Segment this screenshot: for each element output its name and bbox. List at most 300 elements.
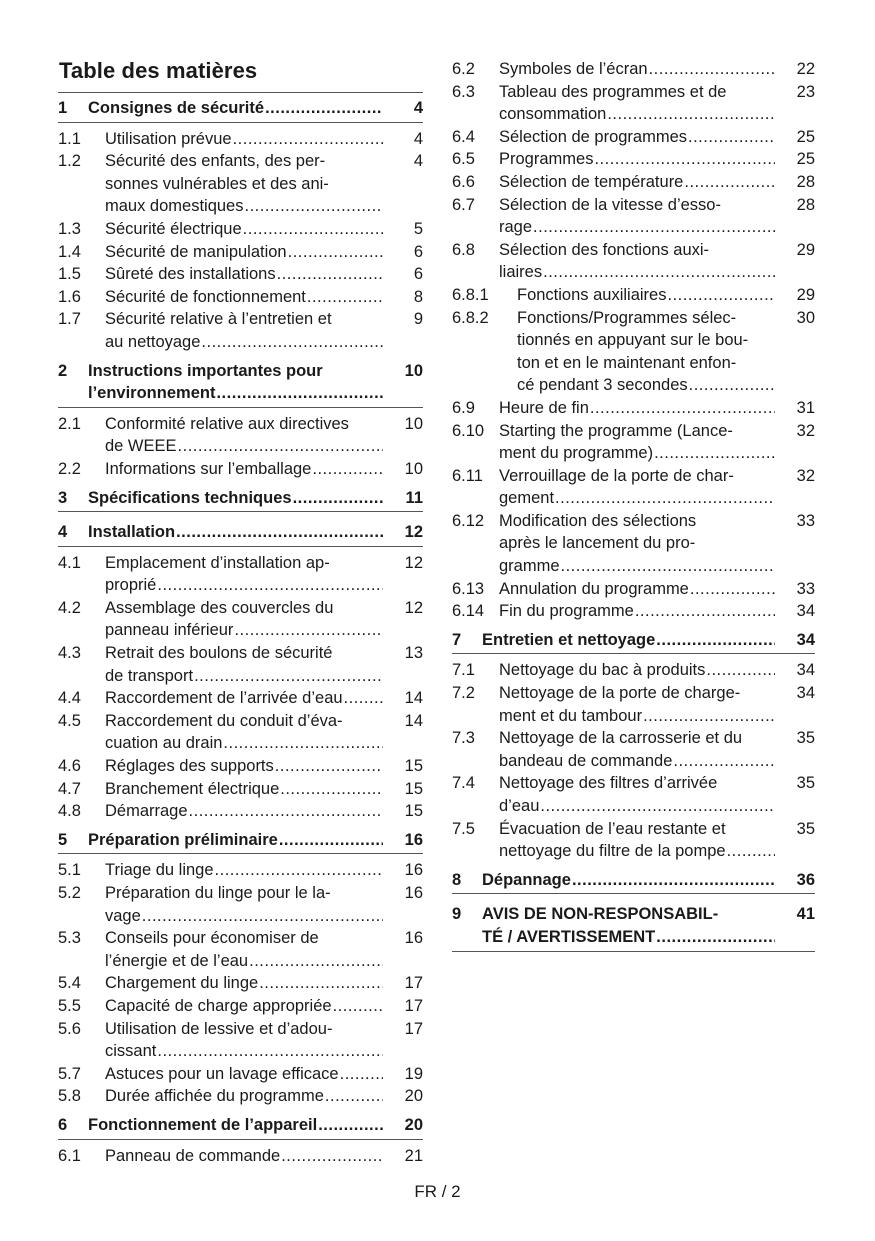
- toc-entry[interactable]: [452, 600, 815, 623]
- toc-page-number: 23: [796, 82, 815, 101]
- toc-chapter[interactable]: [452, 625, 815, 655]
- dot-leader: [234, 619, 383, 642]
- toc-entry-line: cuation au drain: [105, 734, 223, 753]
- toc-entry-number: 1: [58, 99, 68, 117]
- toc-entry-number: 6.12: [452, 511, 485, 530]
- toc-page-number: 20: [404, 1115, 423, 1134]
- toc-entry[interactable]: [58, 687, 423, 710]
- toc-page-number: 16: [404, 884, 423, 902]
- toc-entry-number: 7.3: [452, 729, 475, 748]
- toc-entry[interactable]: [58, 1145, 423, 1168]
- dot-leader: [643, 705, 775, 728]
- toc-page-number: 10: [404, 361, 423, 380]
- toc-entry-line: Sécurité de manipulation: [105, 242, 287, 261]
- dot-leader: [307, 286, 383, 309]
- toc-entry[interactable]: [452, 307, 815, 397]
- dot-leader: [344, 687, 383, 710]
- toc-entry[interactable]: [58, 995, 423, 1018]
- toc-entry[interactable]: [452, 420, 815, 465]
- toc-entry-title: [499, 171, 775, 194]
- toc-page-number: 29: [796, 285, 815, 304]
- toc-entry-line: de transport: [105, 666, 194, 685]
- toc-entry-line: Panneau de commande: [105, 1146, 281, 1165]
- toc-entry-number: 6.8.2: [452, 308, 489, 327]
- toc-entry-number: 4.6: [58, 757, 81, 776]
- toc-entry-title: [105, 552, 383, 597]
- toc-entry[interactable]: [58, 859, 423, 882]
- toc-entry[interactable]: [58, 1063, 423, 1086]
- toc-entry-number: 7.2: [452, 684, 475, 703]
- toc-entry[interactable]: [58, 218, 423, 241]
- toc-page-number: 9: [413, 310, 423, 329]
- dot-leader: [245, 195, 384, 218]
- toc-page-number: 22: [796, 60, 815, 78]
- toc-entry-title: [88, 521, 383, 544]
- toc-entry-title: [499, 81, 775, 126]
- toc-entry[interactable]: [58, 308, 423, 353]
- toc-entry-line: Modification des sélections: [499, 511, 697, 530]
- toc-entry-line: panneau inférieur: [105, 621, 234, 640]
- toc-entry-line: Sélection de la vitesse d’esso-: [499, 195, 721, 214]
- toc-entry[interactable]: [452, 239, 815, 284]
- toc-entry-number: 5.2: [58, 884, 81, 902]
- toc-entry-line: maux domestiques: [105, 197, 244, 216]
- toc-entry[interactable]: [58, 458, 423, 481]
- toc-entry-line: Informations sur l’emballage: [105, 459, 312, 478]
- toc-entry-line: Sélection de température: [499, 172, 684, 191]
- toc-entry[interactable]: [58, 800, 423, 823]
- toc-left-column: [58, 92, 423, 1167]
- toc-entry[interactable]: [452, 772, 815, 817]
- toc-entry-line: Sûreté des installations: [105, 265, 276, 284]
- toc-entry[interactable]: [58, 882, 423, 927]
- toc-entry-line: Nettoyage de la porte de charge-: [499, 684, 741, 703]
- toc-entry[interactable]: [58, 1018, 423, 1063]
- dot-leader: [684, 171, 775, 194]
- toc-entry-number: 3: [58, 488, 68, 507]
- toc-entry-number: 6.9: [452, 398, 475, 417]
- toc-entry-title: [105, 263, 383, 286]
- dot-leader: [333, 995, 383, 1018]
- toc-entry-title: [482, 629, 775, 652]
- toc-entry-line: rage: [499, 218, 533, 237]
- toc-entry-number: 6.7: [452, 195, 475, 214]
- dot-leader: [590, 397, 775, 420]
- toc-entry-title: [105, 128, 383, 151]
- toc-chapter[interactable]: [58, 92, 423, 123]
- dot-leader: [667, 284, 775, 307]
- toc-entry-title: [499, 239, 775, 284]
- toc-entry-line: nettoyage du filtre de la pompe: [499, 842, 726, 861]
- toc-entry-line: Annulation du programme: [499, 579, 689, 598]
- toc-entry[interactable]: [452, 727, 815, 772]
- toc-page-number: 10: [404, 459, 423, 478]
- dot-leader: [223, 732, 383, 755]
- dot-leader: [325, 1085, 383, 1108]
- toc-entry-number: 4.2: [58, 598, 81, 617]
- toc-entry-line: gramme: [499, 557, 560, 576]
- toc-page-number: 15: [404, 757, 423, 776]
- toc-entry-number: 6.8.1: [452, 285, 489, 304]
- dot-leader: [157, 574, 383, 597]
- toc-entry-line: d’eau: [499, 797, 540, 815]
- toc-entry-line: Emplacement d’installation ap-: [105, 553, 330, 572]
- toc-entry[interactable]: [58, 128, 423, 151]
- toc-entry-title: [105, 882, 383, 927]
- toc-entry[interactable]: [58, 286, 423, 309]
- toc-entry-line: proprié: [105, 576, 157, 595]
- toc-entry[interactable]: [452, 58, 815, 81]
- toc-entry-line: tionnés en appuyant sur le bou-: [517, 331, 749, 350]
- dot-leader: [288, 241, 383, 264]
- toc-entry-number: 1.4: [58, 242, 81, 261]
- toc-chapter[interactable]: [58, 483, 423, 513]
- dot-leader: [312, 458, 383, 481]
- dot-leader: [265, 97, 383, 120]
- toc-entry-title: [105, 413, 383, 458]
- toc-entry-line: Instructions importantes pour: [88, 361, 323, 380]
- toc-entry-number: 6.11: [452, 466, 483, 485]
- toc-chapter[interactable]: [58, 356, 423, 408]
- toc-entry[interactable]: [452, 148, 815, 171]
- toc-entry-title: [105, 1018, 383, 1063]
- toc-entry-number: 1.2: [58, 152, 81, 171]
- toc-entry-number: 1.7: [58, 310, 81, 329]
- toc-page-number: 5: [413, 219, 423, 238]
- toc-page-number: 20: [404, 1087, 423, 1106]
- toc-page-number: 6: [413, 242, 423, 261]
- toc-entry-line: Sécurité des enfants, des per-: [105, 152, 326, 171]
- toc-entry-line: Heure de fin: [499, 398, 589, 417]
- toc-entry-line: Sécurité de fonctionnement: [105, 287, 306, 306]
- toc-page-number: 28: [796, 195, 815, 214]
- toc-entry-line: Nettoyage du bac à produits: [499, 661, 706, 680]
- toc-entry-title: [105, 241, 383, 264]
- toc-entry[interactable]: [452, 682, 815, 727]
- toc-page-number: 34: [796, 602, 815, 621]
- toc-entry-line: Fonctionnement de l’appareil: [88, 1115, 318, 1134]
- toc-entry-title: [105, 642, 383, 687]
- toc-entry-line: ment et du tambour: [499, 706, 643, 725]
- toc-entry-line: Fonctions auxiliaires: [517, 285, 667, 304]
- toc-entry-title: [482, 903, 775, 948]
- toc-entry-title: [499, 58, 775, 81]
- toc-entry[interactable]: [452, 465, 815, 510]
- toc-entry-line: bandeau de commande: [499, 751, 673, 770]
- dot-leader: [318, 1114, 383, 1137]
- toc-page-number: 41: [796, 905, 815, 924]
- toc-entry[interactable]: [452, 397, 815, 420]
- toc-page-number: 34: [796, 661, 815, 680]
- toc-entry-number: 1.5: [58, 265, 81, 284]
- toc-entry[interactable]: [58, 972, 423, 995]
- toc-entry-line: Durée affichée du programme: [105, 1087, 324, 1106]
- dot-leader: [689, 374, 775, 397]
- toc-entry-line: Triage du linge: [105, 861, 214, 880]
- toc-entry-title: [88, 1114, 383, 1137]
- toc-entry[interactable]: [58, 927, 423, 972]
- page-footer: FR / 2: [414, 1182, 461, 1201]
- dot-leader: [194, 665, 383, 688]
- toc-entry-line: ment du programme): [499, 444, 654, 463]
- toc-entry-number: 2.2: [58, 459, 81, 478]
- dot-leader: [249, 950, 383, 973]
- toc-entry-line: gement: [499, 489, 555, 508]
- dot-leader: [215, 859, 383, 882]
- toc-entry-number: 2.1: [58, 414, 81, 433]
- toc-entry-line: Consignes de sécurité: [88, 99, 265, 117]
- toc-entry[interactable]: [452, 194, 815, 239]
- toc-entry-number: 4.4: [58, 689, 81, 708]
- toc-entry[interactable]: [452, 510, 815, 578]
- toc-entry-title: [105, 995, 383, 1018]
- toc-entry-number: 5.6: [58, 1019, 81, 1038]
- toc-page-number: 4: [413, 99, 423, 117]
- toc-entry-title: [105, 308, 383, 353]
- dot-leader: [635, 600, 775, 623]
- toc-entry-title: [105, 710, 383, 755]
- toc-entry-number: 5.5: [58, 996, 81, 1015]
- toc-entry-number: 6.6: [452, 172, 475, 191]
- toc-chapter[interactable]: [58, 1110, 423, 1140]
- toc-page-number: 11: [405, 488, 423, 507]
- dot-leader: [201, 331, 383, 354]
- dot-leader: [656, 629, 775, 652]
- toc-page-number: 15: [404, 779, 423, 798]
- dot-leader: [533, 216, 775, 239]
- toc-entry-line: Sécurité relative à l’entretien et: [105, 310, 332, 329]
- toc-entry-title: [499, 818, 775, 863]
- toc-entry-line: après le lancement du pro-: [499, 534, 696, 553]
- toc-entry[interactable]: [452, 818, 815, 863]
- toc-entry-line: Fonctions/Programmes sélec-: [517, 308, 737, 327]
- toc-chapter[interactable]: [58, 825, 423, 855]
- toc-entry-number: 1.6: [58, 287, 81, 306]
- toc-entry[interactable]: [452, 659, 815, 682]
- toc-entry-number: 6.5: [452, 150, 475, 169]
- dot-leader: [706, 659, 775, 682]
- dot-leader: [649, 58, 775, 81]
- toc-entry-title: [499, 578, 775, 601]
- toc-entry-line: AVIS DE NON-RESPONSABIL-: [482, 905, 719, 924]
- toc-page-number: 35: [796, 819, 815, 838]
- toc-entry[interactable]: [58, 597, 423, 642]
- toc-entry-line: sonnes vulnérables et des ani-: [105, 174, 329, 193]
- toc-entry-title: [517, 307, 775, 397]
- toc-entry-title: [105, 218, 383, 241]
- toc-entry-title: [105, 1085, 383, 1108]
- toc-entry-line: cissant: [105, 1042, 157, 1061]
- toc-entry-title: [105, 755, 383, 778]
- toc-entry-number: 5.4: [58, 974, 81, 993]
- dot-leader: [189, 800, 383, 823]
- toc-entry-line: Sélection de programmes: [499, 127, 688, 146]
- toc-entry-number: 1.3: [58, 219, 81, 238]
- toc-entry-line: consommation: [499, 105, 607, 124]
- toc-entry[interactable]: [58, 413, 423, 458]
- toc-entry-line: Verrouillage de la porte de char-: [499, 466, 734, 485]
- dot-leader: [727, 840, 775, 863]
- toc-entry-number: 5: [58, 830, 68, 849]
- toc-page-number: 17: [404, 996, 423, 1015]
- toc-entry[interactable]: [452, 284, 815, 307]
- toc-entry-line: Fin du programme: [499, 602, 634, 621]
- toc-page-number: 35: [796, 729, 815, 748]
- dot-leader: [275, 755, 383, 778]
- dot-leader: [178, 435, 383, 458]
- toc-page-number: 6: [413, 265, 423, 284]
- dot-leader: [142, 905, 383, 928]
- toc-entry-title: [105, 800, 383, 823]
- toc-entry-title: [499, 682, 775, 727]
- toc-entry-number: 1.1: [58, 129, 81, 148]
- toc-page-number: 16: [404, 861, 423, 880]
- toc-entry-line: Utilisation de lessive et d’adou-: [105, 1019, 333, 1038]
- toc-entry-title: [105, 1145, 383, 1168]
- toc-entry-line: cé pendant 3 secondes: [517, 376, 688, 395]
- toc-entry-number: 6.1: [58, 1146, 81, 1165]
- toc-entry-title: [88, 829, 383, 852]
- toc-page-number: 21: [404, 1146, 423, 1165]
- toc-entry[interactable]: [58, 778, 423, 801]
- toc-entry-line: Astuces pour un lavage efficace: [105, 1064, 339, 1083]
- toc-entry-line: Préparation du linge pour le la-: [105, 884, 331, 902]
- toc-page-number: 30: [796, 308, 815, 327]
- dot-leader: [281, 1145, 383, 1168]
- toc-chapter[interactable]: [452, 865, 815, 895]
- toc-entry-line: Conseils pour économiser de: [105, 929, 319, 948]
- toc-entry[interactable]: [58, 1085, 423, 1108]
- toc-page-number: 36: [796, 870, 815, 889]
- dot-leader: [157, 1040, 383, 1063]
- toc-entry-line: Retrait des boulons de sécurité: [105, 644, 333, 663]
- toc-entry-line: Raccordement du conduit d’éva-: [105, 711, 343, 730]
- toc-entry-line: Démarrage: [105, 802, 188, 821]
- toc-entry-number: 6.2: [452, 60, 475, 78]
- toc-entry-title: [105, 458, 383, 481]
- dot-leader: [540, 795, 775, 818]
- toc-entry-line: Assemblage des couvercles du: [105, 598, 334, 617]
- toc-entry-title: [499, 772, 775, 817]
- dot-leader: [561, 555, 775, 578]
- toc-entry-number: 6.10: [452, 421, 485, 440]
- toc-entry-line: Nettoyage des filtres d’arrivée: [499, 774, 718, 793]
- toc-entry[interactable]: [58, 150, 423, 218]
- toc-page-number: 8: [413, 287, 423, 306]
- toc-page-number: 17: [404, 974, 423, 993]
- dot-leader: [277, 263, 383, 286]
- toc-entry[interactable]: [58, 755, 423, 778]
- toc-entry-line: Sélection des fonctions auxi-: [499, 240, 710, 259]
- toc-entry-title: [105, 778, 383, 801]
- dot-leader: [673, 750, 775, 773]
- toc-entry[interactable]: [452, 171, 815, 194]
- dot-leader: [176, 521, 383, 544]
- toc-entry-title: [499, 397, 775, 420]
- toc-entry[interactable]: [58, 642, 423, 687]
- toc-entry-number: 6: [58, 1115, 68, 1134]
- toc-entry-number: 4.3: [58, 644, 81, 663]
- toc-entry-title: [499, 600, 775, 623]
- toc-page-number: 32: [796, 421, 815, 440]
- toc-entry[interactable]: [452, 126, 815, 149]
- toc-entry-line: l’environnement: [88, 384, 216, 403]
- toc-entry-title: [499, 148, 775, 171]
- toc-entry-line: Chargement du linge: [105, 974, 259, 993]
- toc-entry-line: l’énergie et de l’eau: [105, 951, 249, 970]
- toc-entry-line: Tableau des programmes et de: [499, 82, 727, 101]
- toc-entry-line: Capacité de charge appropriée: [105, 996, 332, 1015]
- toc-entry-number: 4.5: [58, 711, 81, 730]
- toc-entry-title: [105, 286, 383, 309]
- toc-entry-number: 2: [58, 361, 68, 380]
- dot-leader: [293, 487, 383, 510]
- dot-leader: [572, 869, 775, 892]
- toc-entry-title: [499, 727, 775, 772]
- toc-page-number: 33: [796, 579, 815, 598]
- toc-entry-title: [499, 465, 775, 510]
- toc-entry[interactable]: [58, 241, 423, 264]
- toc-page-number: 10: [404, 414, 423, 433]
- toc-entry-line: Branchement électrique: [105, 779, 280, 798]
- dot-leader: [656, 926, 775, 949]
- toc-page-number: 25: [796, 150, 815, 169]
- toc-chapter[interactable]: [58, 517, 423, 547]
- toc-page-number: 29: [796, 240, 815, 259]
- toc-page-number: 14: [404, 689, 423, 708]
- toc-entry-number: 5.1: [58, 861, 81, 880]
- toc-entry-number: 7: [452, 630, 462, 649]
- dot-leader: [233, 128, 383, 151]
- toc-right-column: [452, 58, 815, 957]
- toc-entry-line: Réglages des supports: [105, 757, 274, 776]
- toc-entry-number: 4.7: [58, 779, 81, 798]
- toc-entry-number: 5.7: [58, 1064, 81, 1083]
- toc-entry-number: 6.3: [452, 82, 475, 101]
- toc-entry-number: 4.1: [58, 553, 81, 572]
- toc-entry[interactable]: [58, 552, 423, 597]
- toc-page-number: 13: [404, 644, 423, 663]
- toc-page-number: 15: [404, 802, 423, 821]
- toc-page-number: 14: [404, 711, 423, 730]
- toc-entry-line: TÉ / AVERTISSEMENT: [482, 927, 656, 946]
- toc-entry[interactable]: [58, 710, 423, 755]
- toc-entry-line: Installation: [88, 523, 176, 542]
- toc-entry[interactable]: [452, 81, 815, 126]
- toc-entry-line: Symboles de l’écran: [499, 60, 648, 78]
- dot-leader: [280, 778, 383, 801]
- toc-entry[interactable]: [58, 263, 423, 286]
- toc-entry-number: 7.5: [452, 819, 475, 838]
- toc-chapter[interactable]: [452, 899, 815, 951]
- toc-page-number: 31: [796, 398, 815, 417]
- toc-entry-line: Entretien et nettoyage: [482, 630, 656, 649]
- dot-leader: [607, 103, 775, 126]
- toc-page-number: 12: [404, 553, 423, 572]
- toc-entry-number: 6.4: [452, 127, 475, 146]
- toc-entry-number: 9: [452, 905, 462, 924]
- toc-entry-title: [499, 420, 775, 465]
- dot-leader: [555, 487, 775, 510]
- dot-leader: [594, 148, 775, 171]
- toc-entry-line: Starting the programme (Lance-: [499, 421, 733, 440]
- toc-page-number: 12: [404, 598, 423, 617]
- toc-page-number: 12: [404, 523, 423, 542]
- toc-entry-line: Programmes: [499, 150, 594, 169]
- toc-entry-line: liaires: [499, 263, 543, 282]
- dot-leader: [543, 261, 775, 284]
- toc-entry[interactable]: [452, 578, 815, 601]
